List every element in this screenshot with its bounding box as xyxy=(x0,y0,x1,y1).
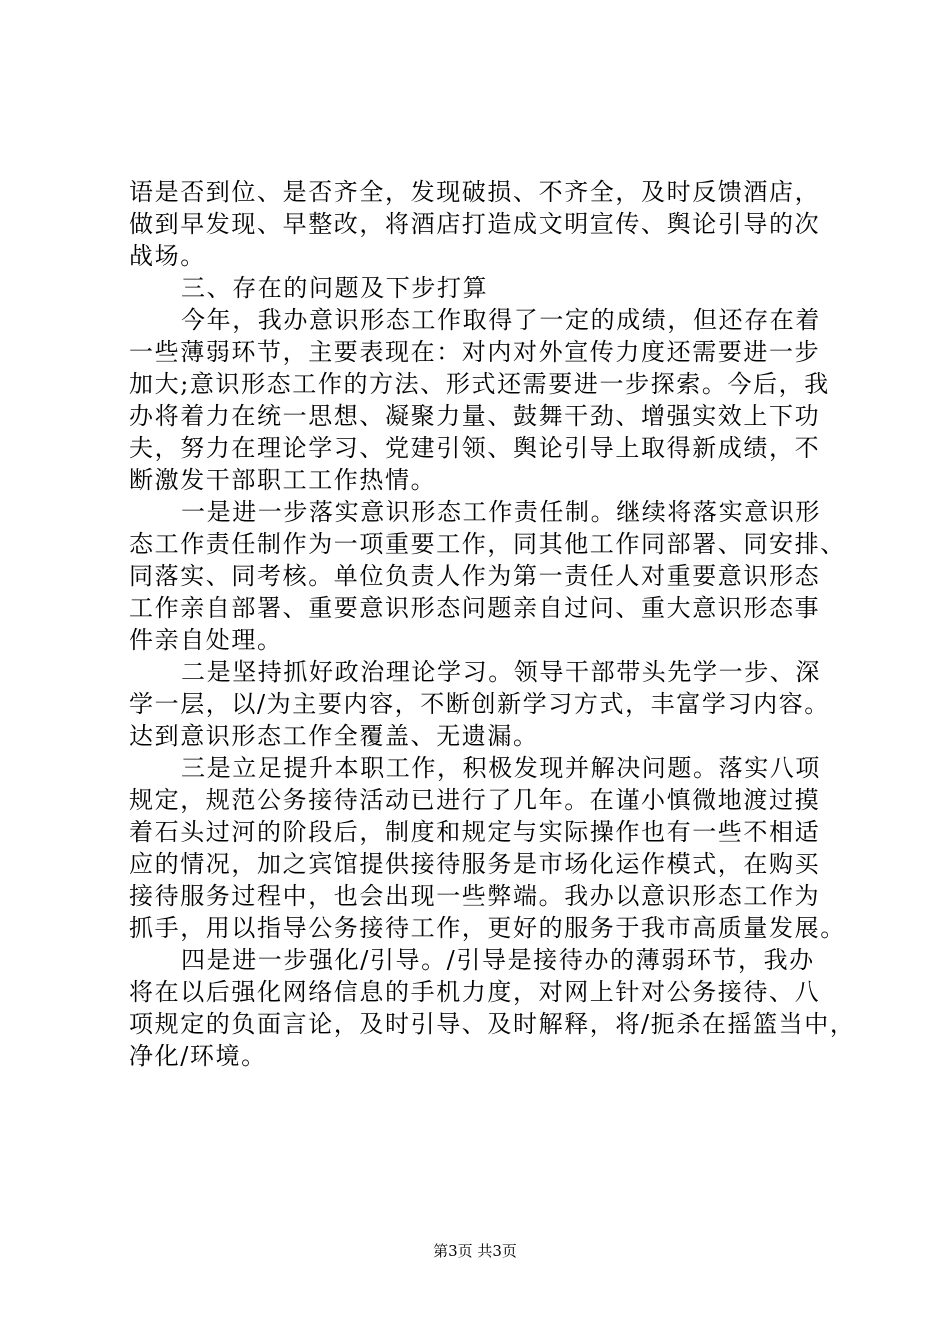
text-line: 件亲自处理。 xyxy=(129,626,283,654)
paragraph-first-line: 今年，我办意识形态工作取得了一定的成绩，但还存在着 xyxy=(181,306,821,334)
text-line: 一些薄弱环节，主要表现在：对内对外宣传力度还需要进一步 xyxy=(129,338,821,366)
text-line: 净化/环境。 xyxy=(129,1042,267,1070)
text-line: 着石头过河的阶段后，制度和规定与实际操作也有一些不相适 xyxy=(129,818,821,846)
text-line: 项规定的负面言论，及时引导、及时解释，将/扼杀在摇篮当中， xyxy=(129,1010,856,1038)
text-line: 抓手，用以指导公务接待工作，更好的服务于我市高质量发展。 xyxy=(129,914,846,942)
text-line: 态工作责任制作为一项重要工作，同其他工作同部署、同安排、 xyxy=(129,530,846,558)
text-line: 同落实、同考核。单位负责人作为第一责任人对重要意识形态 xyxy=(129,562,821,590)
text-line: 夫，努力在理论学习、党建引领、舆论引导上取得新成绩，不 xyxy=(129,434,821,462)
text-line: 应的情况，加之宾馆提供接待服务是市场化运作模式，在购买 xyxy=(129,850,821,878)
text-line: 工作亲自部署、重要意识形态问题亲自过问、重大意识形态事 xyxy=(129,594,821,622)
document-body xyxy=(129,176,856,1072)
text-line: 学一层，以/为主要内容，不断创新学习方式，丰富学习内容。 xyxy=(129,690,830,718)
text-line: 接待服务过程中，也会出现一些弊端。我办以意识形态工作为 xyxy=(129,882,821,910)
text-line: 做到早发现、早整改，将酒店打造成文明宣传、舆论引导的次 xyxy=(129,210,821,238)
text-line: 达到意识形态工作全覆盖、无遗漏。 xyxy=(129,722,539,750)
text-line: 加大;意识形态工作的方法、形式还需要进一步探索。今后，我 xyxy=(129,370,830,398)
paragraph-first-line: 三是立足提升本职工作，积极发现并解决问题。落实八项 xyxy=(181,754,821,782)
text-line: 规定，规范公务接待活动已进行了几年。在谨小慎微地渡过摸 xyxy=(129,786,821,814)
text-line: 语是否到位、是否齐全，发现破损、不齐全，及时反馈酒店， xyxy=(129,178,821,206)
text-line: 断激发干部职工工作热情。 xyxy=(129,466,437,494)
page-number-footer: 第3页 共3页 xyxy=(433,1242,517,1260)
text-line: 战场。 xyxy=(129,242,206,270)
paragraph-first-line: 二是坚持抓好政治理论学习。领导干部带头先学一步、深 xyxy=(181,658,821,686)
section-heading: 三、存在的问题及下步打算 xyxy=(181,274,489,302)
text-line: 将在以后强化网络信息的手机力度，对网上针对公务接待、八 xyxy=(129,978,821,1006)
paragraph-first-line: 四是进一步强化/引导。/引导是接待办的薄弱环节，我办 xyxy=(181,946,815,974)
paragraph-first-line: 一是进一步落实意识形态工作责任制。继续将落实意识形 xyxy=(181,498,821,526)
text-line: 办将着力在统一思想、凝聚力量、鼓舞干劲、增强实效上下功 xyxy=(129,402,821,430)
